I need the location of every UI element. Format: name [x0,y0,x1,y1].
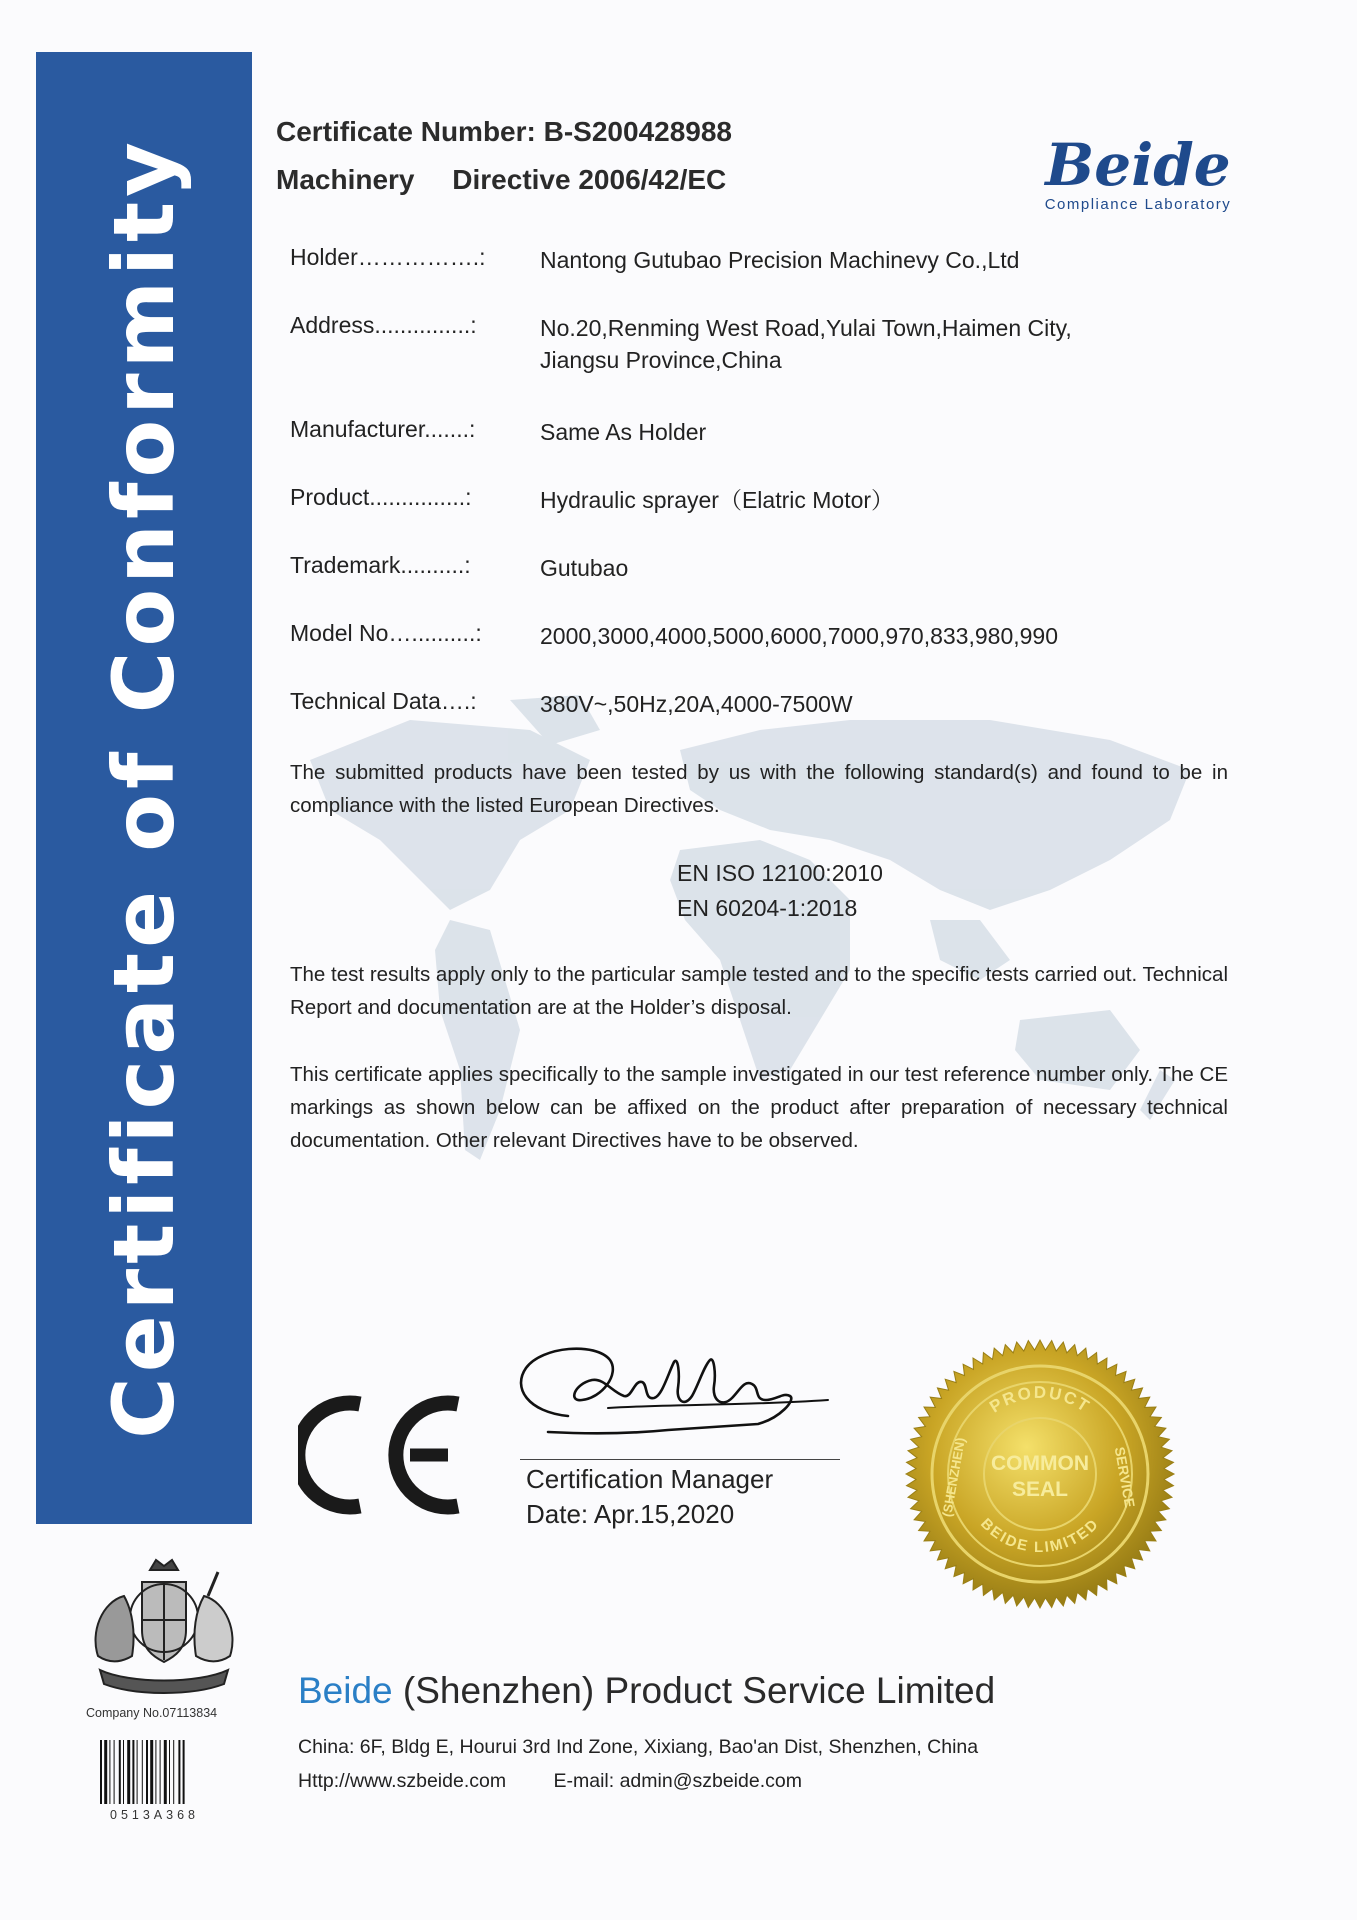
address-line-1: No.20,Renming West Road,Yulai Town,Haimen City, [540,315,1072,341]
seal-center-line-1: COMMON [991,1452,1089,1475]
barcode-bar [142,1740,143,1804]
signature-date: Date: Apr.15,2020 [526,1499,735,1529]
barcode-bar [114,1740,115,1804]
barcode-bar [155,1740,156,1804]
barcode-bar [127,1740,130,1804]
field-label: Holder…………….: [290,244,486,270]
signature-role: Certification Manager [526,1464,774,1494]
company-brand: Beide [298,1670,393,1711]
signature-line [520,1459,840,1460]
company-website[interactable]: Http://www.szbeide.com [298,1770,507,1792]
field-label: Technical Data….: [290,688,477,714]
certificate-title: Certificate of Conformity [95,137,193,1439]
barcode-bar [119,1740,121,1804]
ce-mark [298,1394,468,1516]
barcode-bar [173,1740,174,1804]
field-value: 2000,3000,4000,5000,6000,7000,970,833,980,990 [540,623,1059,649]
standard-item: EN ISO 12100:2010 [677,860,883,886]
barcode-bar [146,1740,148,1804]
field-label: Model No…..........: [290,620,482,646]
field-value: Same As Holder [540,419,707,445]
field-label: Manufacturer.......: [290,416,476,442]
seal-left-text: (SHENZHEN) [939,1436,968,1518]
field-label: Trademark..........: [290,552,471,578]
barcode-bar [109,1740,110,1804]
paragraph-results: The test results apply only to the particular sample tested and to the specific tests carried out. Technical Report and documentation are at the Holder’s disposal. [290,963,1228,1019]
directive: Directive 2006/42/EC [452,164,727,195]
company-address: China: 6F, Bldg E, Hourui 3rd Ind Zone, Xixiang, Bao'an Dist, Shenzhen, China [298,1736,979,1758]
address-line-2: Jiangsu Province,China [540,347,782,373]
seal-right-text: SERVICE [1111,1445,1139,1509]
certificate-header [276,116,732,212]
company-name [298,1670,995,1712]
company-name-rest: (Shenzhen) Product Service Limited [402,1670,996,1711]
directive-line [276,164,732,212]
signature-block [526,1462,773,1532]
field-label: Address...............: [290,312,477,338]
certificate-number: B-S200428988 [543,116,732,147]
barcode-bar [183,1740,185,1804]
field-value: Nantong Gutubao Precision Machinevy Co.,Ltd [540,247,1020,273]
field-value: Gutubao [540,555,629,581]
barcode-bar [150,1740,153,1804]
barcode-bar [164,1740,167,1804]
standard-item: EN 60204-1:2018 [677,895,858,921]
barcode-bar [100,1740,102,1804]
paragraph-tested: The submitted products have been tested by us with the following standard(s) and found to be in compliance with the listed European Directives. [290,761,1228,817]
manager-signature [508,1338,838,1448]
certificate-number-label: Certificate Number: [276,116,536,147]
barcode-bar [104,1740,107,1804]
field-value: Hydraulic sprayer（Elatric Motor） [540,487,895,513]
barcode-bar [169,1740,170,1804]
directive-label: Machinery [276,164,415,195]
barcode-bar [132,1740,134,1804]
company-contact [298,1730,978,1798]
field-label: Product...............: [290,484,472,510]
field-value: 380V~,50Hz,20A,4000-7500W [540,691,853,717]
seal-bottom-text: BEIDE LIMITED [977,1515,1103,1557]
common-seal [904,1338,1176,1610]
royal-crest-icon [80,1552,248,1704]
company-number: Company No.07113834 [86,1706,218,1720]
logo-name: Beide [1045,131,1231,199]
field-value [540,312,1240,376]
seal-center-line-2: SEAL [1011,1478,1069,1501]
seal-top-text: PRODUCT [986,1382,1094,1417]
standards-list [677,856,883,926]
barcode-bar [137,1740,138,1804]
beide-logo [1028,131,1248,213]
barcode-bar [178,1740,180,1804]
certificate-number-line [276,116,732,164]
logo-subtitle: Compliance Laboratory [1044,196,1232,213]
company-email[interactable]: E-mail: admin@szbeide.com [553,1770,802,1792]
company-links [298,1764,978,1798]
barcode-bar [160,1740,161,1804]
barcode-bar [123,1740,124,1804]
barcode-number: 0513A368 [110,1808,200,1822]
paragraph-applies: This certificate applies specifically to the sample investigated in our test reference number only. The CE markings as shown below can be affixed on the product after preparation of necessary technical documentation. Other relevant Directives have to be observed. [290,1063,1228,1152]
barcode [98,1740,236,1804]
